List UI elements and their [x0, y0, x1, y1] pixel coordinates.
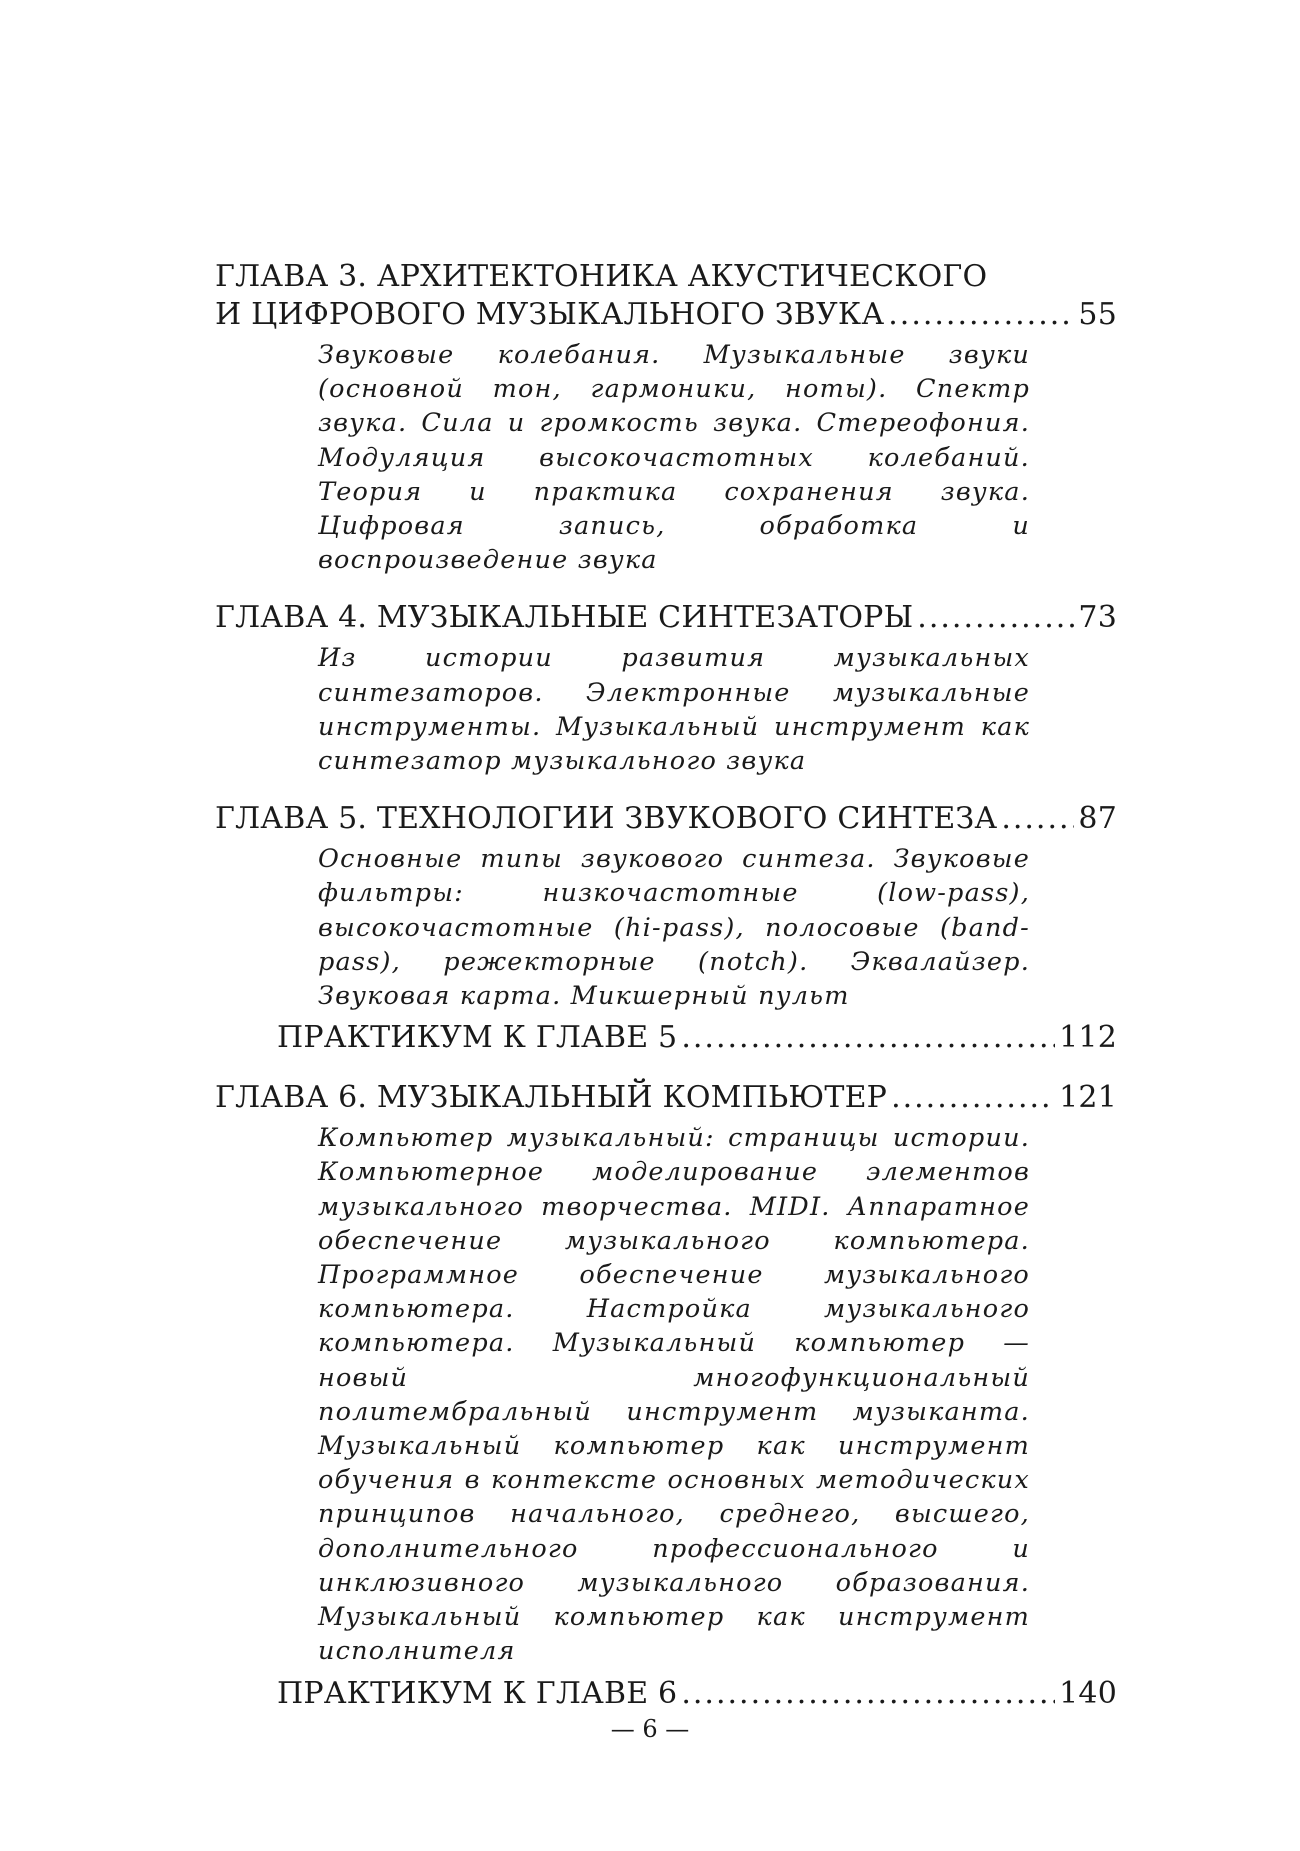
- toc-entry-chapter-6[interactable]: [215, 1079, 1117, 1712]
- dot-leader: [681, 1019, 1055, 1057]
- practicum-title: ПРАКТИКУМ К ГЛАВЕ 5: [277, 1020, 678, 1056]
- toc-entry-chapter-5[interactable]: [215, 800, 1117, 1057]
- chapter-title-line-2: [215, 296, 1117, 334]
- chapter-description: Основные типы звукового синтеза. Звуковые фильтры: низкочастотные (low-pass), высокочастотные (hi-pass), полосовые (band-pass), режекторные (notch). Эквалайзер. Звуковая карта. Микшерный пульт: [318, 844, 1030, 1012]
- page-footer-number: — 6 —: [610, 1715, 690, 1743]
- page-number: 87: [1078, 801, 1117, 837]
- chapter-title-continued: И ЦИФРОВОГО МУЗЫКАЛЬНОГО ЗВУКА: [215, 297, 885, 332]
- chapter-title: ГЛАВА 5. ТЕХНОЛОГИИ ЗВУКОВОГО СИНТЕЗА: [215, 801, 998, 837]
- chapter-title: ГЛАВА 6. МУЗЫКАЛЬНЫЙ КОМПЬЮТЕР: [215, 1080, 888, 1116]
- dot-leader: [681, 1675, 1055, 1713]
- chapter-heading: [215, 599, 1117, 637]
- page-number: 73: [1078, 600, 1117, 636]
- page-number: 55: [1078, 297, 1117, 332]
- dot-leader: [888, 296, 1074, 334]
- chapter-title-line-1: [215, 258, 1117, 296]
- table-of-contents: [215, 258, 1117, 1735]
- chapter-title: ГЛАВА 4. МУЗЫКАЛЬНЫЕ СИНТЕЗАТОРЫ: [215, 600, 914, 636]
- practicum-title: ПРАКТИКУМ К ГЛАВЕ 6: [277, 1675, 678, 1711]
- toc-entry-practicum-5[interactable]: [277, 1019, 1117, 1057]
- chapter-heading: [215, 800, 1117, 838]
- page-number: 121: [1059, 1080, 1117, 1116]
- chapter-title: ГЛАВА 3. АРХИТЕКТОНИКА АКУСТИЧЕСКОГО: [215, 259, 988, 294]
- dot-leader: [917, 599, 1074, 637]
- page-number: 112: [1059, 1020, 1117, 1056]
- toc-entry-chapter-3[interactable]: [215, 258, 1117, 577]
- chapter-description: Звуковые колебания. Музыкальные звуки (основной тон, гармоники, ноты). Спектр звука. Сила и громкость звука. Стереофония. Модуляция высокочастотных колебаний. Теория и практика сохранения звука. Цифровая запись, обработка и воспроизведение звука: [318, 340, 1030, 576]
- page-number: 140: [1059, 1675, 1117, 1711]
- chapter-description: Компьютер музыкальный: страницы истории. Компьютерное моделирование элементов музыкального творчества. MIDI. Аппаратное обеспечение музыкального компьютера. Программное обеспечение музыкального компьютера. Настройка музыкального компьютера. Музыкальный компьютер — новый многофункциональный политембральный инструмент музыканта. Музыкальный компьютер как инструмент обучения в контексте основных методических принципов начального, среднего, высшего, дополнительного профессионального и инклюзивного музыкального образования. Музыкальный компьютер как инструмент исполнителя: [318, 1123, 1030, 1667]
- dot-leader: [891, 1079, 1055, 1117]
- toc-entry-practicum-6[interactable]: [277, 1675, 1117, 1713]
- toc-entry-chapter-4[interactable]: [215, 599, 1117, 778]
- chapter-heading: [215, 1079, 1117, 1117]
- chapter-description: Из истории развития музыкальных синтезаторов. Электронные музыкальные инструменты. Музыкальный инструмент как синтезатор музыкального звука: [318, 643, 1030, 777]
- dot-leader: [1001, 800, 1074, 838]
